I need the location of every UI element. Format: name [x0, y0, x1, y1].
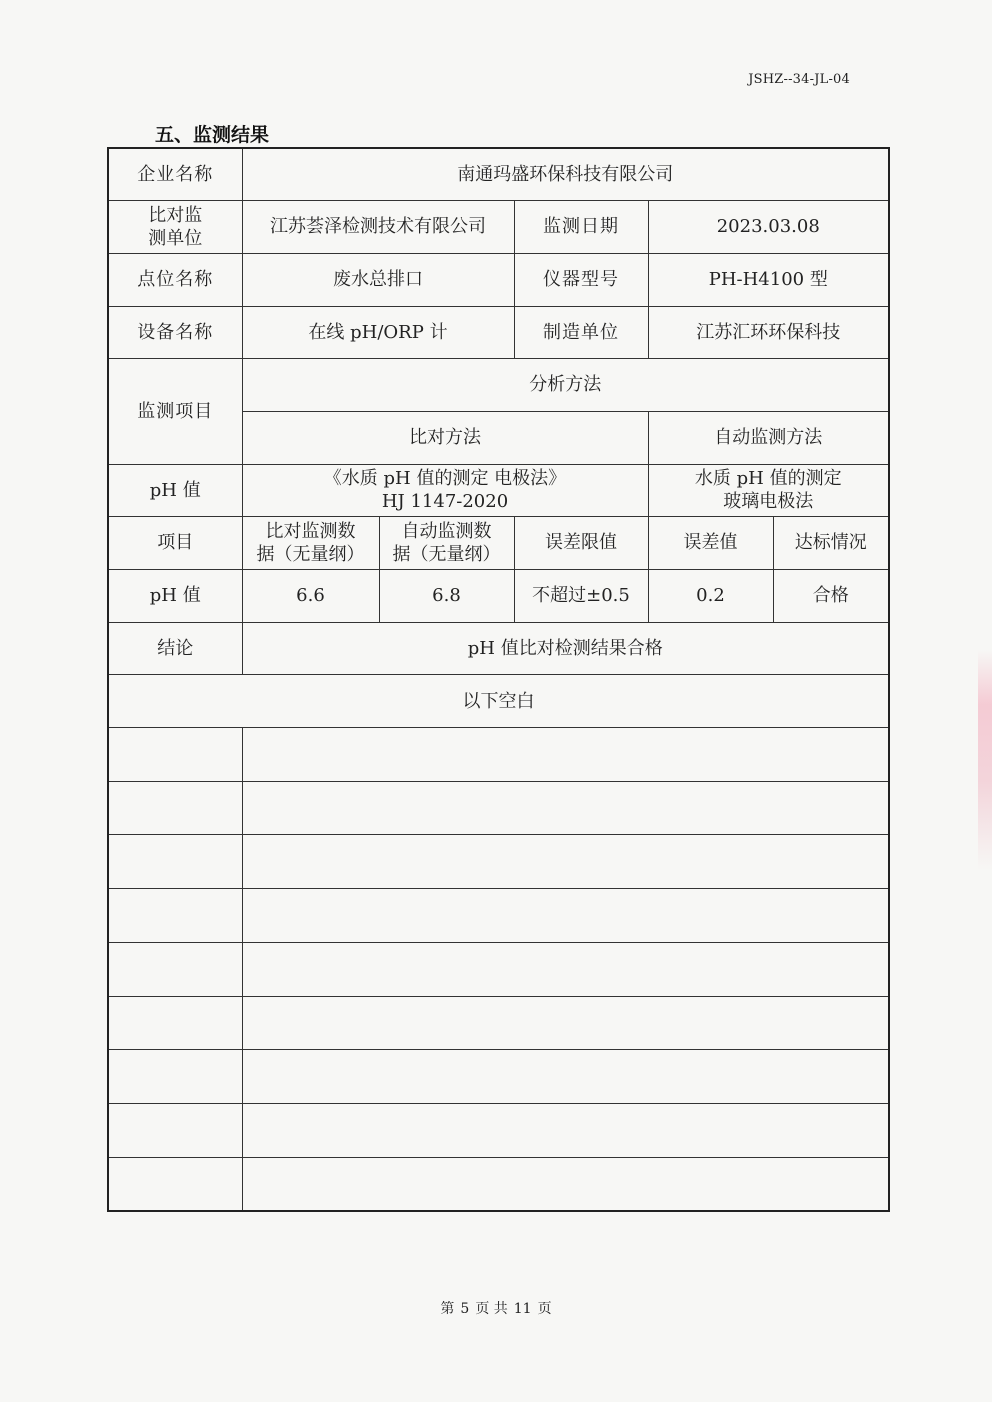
- maker-label: 制造单位: [514, 306, 648, 359]
- device-row: [108, 306, 889, 359]
- col-compare-data: [242, 517, 379, 570]
- blank-cell: [242, 1157, 889, 1211]
- compare-unit-label: [108, 201, 242, 254]
- blank-note-row: [108, 675, 889, 728]
- blank-row: [108, 781, 889, 835]
- compare-method-label: 比对方法: [242, 411, 648, 464]
- conclusion-value: pH 值比对检测结果合格: [242, 622, 889, 675]
- blank-row: [108, 1050, 889, 1104]
- blank-cell: [108, 1103, 242, 1157]
- blank-cell: [108, 728, 242, 782]
- blank-cell: [242, 728, 889, 782]
- compare-method-line2: HJ 1147-2020: [381, 491, 509, 513]
- analysis-header-row: [108, 359, 889, 412]
- page-footer: [0, 1298, 992, 1318]
- maker-value: 江苏汇环环保科技: [648, 306, 889, 359]
- row-item: pH 值: [108, 570, 242, 623]
- blank-cell: [242, 835, 889, 889]
- blank-cell: [108, 1050, 242, 1104]
- instrument-value: PH-H4100 型: [648, 253, 889, 306]
- col-auto-line1: 自动监测数: [401, 520, 492, 542]
- ph-label: pH 值: [108, 464, 242, 517]
- footer-prefix: 第: [440, 1301, 455, 1317]
- section-title: 五、监测结果: [155, 124, 270, 146]
- blank-cell: [108, 996, 242, 1050]
- blank-note: 以下空白: [108, 675, 889, 728]
- conclusion-row: [108, 622, 889, 675]
- data-row: [108, 570, 889, 623]
- monitoring-result-table: [107, 147, 890, 1212]
- col-auto-line2: 据（无量纲）: [392, 544, 501, 566]
- col-compare-line1: 比对监测数: [265, 520, 356, 542]
- col-compare-line2: 据（无量纲）: [256, 544, 365, 566]
- blank-cell: [108, 889, 242, 943]
- company-row: [108, 148, 889, 201]
- blank-cell: [242, 996, 889, 1050]
- ph-method-row: [108, 464, 889, 517]
- row-error-value: 0.2: [648, 570, 773, 623]
- blank-cell: [242, 889, 889, 943]
- auto-method-label: 自动监测方法: [648, 411, 889, 464]
- blank-cell: [108, 942, 242, 996]
- blank-row: [108, 942, 889, 996]
- document-code: JSHZ--34-JL-04: [748, 72, 850, 87]
- col-auto-data: [379, 517, 514, 570]
- row-limit-value: 不超过±0.5: [514, 570, 648, 623]
- col-error: 误差值: [648, 517, 773, 570]
- row-auto-value: 6.8: [379, 570, 514, 623]
- conclusion-label: 结论: [108, 622, 242, 675]
- blank-cell: [108, 835, 242, 889]
- auto-method-value: [648, 464, 889, 517]
- blank-row: [108, 996, 889, 1050]
- blank-cell: [108, 781, 242, 835]
- footer-page-number: 5: [460, 1301, 470, 1317]
- blank-cell: [242, 781, 889, 835]
- blank-row: [108, 835, 889, 889]
- row-compare-value: 6.6: [242, 570, 379, 623]
- blank-row: [108, 889, 889, 943]
- instrument-label: 仪器型号: [514, 253, 648, 306]
- auto-method-line2: 玻璃电极法: [723, 491, 814, 513]
- auto-method-line1: 水质 pH 值的测定: [694, 468, 842, 490]
- compare-method-value: [242, 464, 648, 517]
- company-label: 企业名称: [108, 148, 242, 201]
- col-item: 项目: [108, 517, 242, 570]
- footer-total-pages: 11: [513, 1301, 532, 1317]
- blank-cell: [242, 942, 889, 996]
- compare-unit-value: 江苏荟泽检测技术有限公司: [242, 201, 514, 254]
- analysis-method-label: 分析方法: [242, 359, 889, 412]
- date-label: 监测日期: [514, 201, 648, 254]
- col-limit: 误差限值: [514, 517, 648, 570]
- blank-cell: [108, 1157, 242, 1211]
- row-status-value: 合格: [773, 570, 889, 623]
- date-value: 2023.03.08: [648, 201, 889, 254]
- compare-unit-row: [108, 201, 889, 254]
- device-label: 设备名称: [108, 306, 242, 359]
- point-value: 废水总排口: [242, 253, 514, 306]
- point-row: [108, 253, 889, 306]
- blank-cell: [242, 1050, 889, 1104]
- company-value: 南通玛盛环保科技有限公司: [242, 148, 889, 201]
- data-header-row: [108, 517, 889, 570]
- item-label: 监测项目: [108, 359, 242, 464]
- compare-unit-label-line2: 测单位: [148, 228, 203, 250]
- footer-mid: 页 共: [475, 1301, 508, 1317]
- compare-method-line1: 《水质 pH 值的测定 电极法》: [323, 468, 567, 490]
- blank-row: [108, 728, 889, 782]
- blank-row: [108, 1103, 889, 1157]
- blank-cell: [242, 1103, 889, 1157]
- device-value: 在线 pH/ORP 计: [242, 306, 514, 359]
- point-label: 点位名称: [108, 253, 242, 306]
- blank-row: [108, 1157, 889, 1211]
- col-status: 达标情况: [773, 517, 889, 570]
- seal-stamp-edge: [978, 650, 992, 870]
- compare-unit-label-line1: 比对监: [148, 204, 203, 226]
- footer-suffix: 页: [537, 1301, 552, 1317]
